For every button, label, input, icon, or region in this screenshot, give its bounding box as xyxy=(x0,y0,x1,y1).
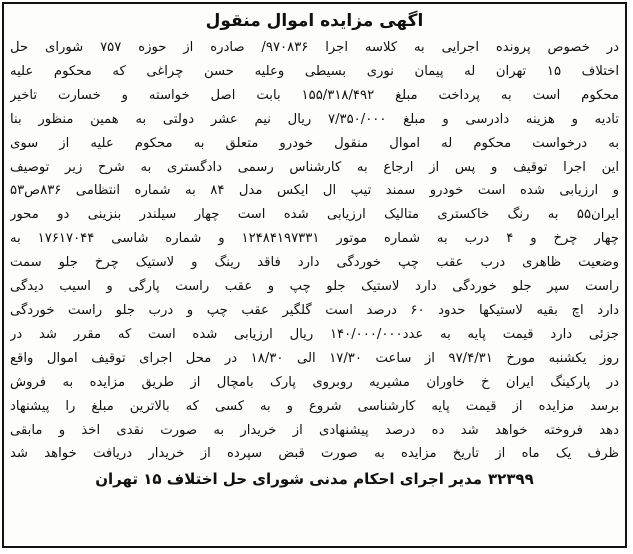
notice-line: دهد فروخته خواهد شد ده درصد پیشنهادی از خریدار به صورت نقدی اخذ و مابقی xyxy=(10,422,619,438)
notice-title: اگهی مزایده اموال منقول xyxy=(205,11,424,31)
notice-line: اختلاف ۱۵ تهران له پیمان نوری بسیطی وعلیه حسن چراغی که محکوم علیه xyxy=(10,63,619,79)
notice-line: در پارکینگ ایران خ خاوران مشیریه روبروی پارک بامچال از طریق مزایده به فروش xyxy=(10,374,619,390)
notice-line: دارد اچ بقیه لاستیکها حدود ۶۰ درصد است گلگیر عقب چپ و درب جلو راست خوردگی xyxy=(10,302,619,318)
notice-line: ایران۵۵ به رنگ خاکستری متالیک ارزیابی شده است چهار سیلندر بنزینی دو محور xyxy=(10,207,619,223)
notice-line: این اجرا توقیف و پس از ارجاع به کارشناس رسمی دادگستری به شرح زیر توصیف xyxy=(10,159,619,175)
notice-line: برسد مزایده از قیمت پایه کارشناسی شروع و به کسی که بالاترین مبلغ را پیشنهاد xyxy=(10,398,619,414)
notice-line: در خصوص پرونده اجرایی به کلاسه اجرا ۹۷۰۸۳۶/ صادره از حوزه ۷۵۷ شورای حل xyxy=(10,40,619,55)
notice-line: وضعیت ظاهری درب عقب چپ خوردگی دارد فاقد رینگ و لاستیک چرخ جلو سمت xyxy=(10,255,619,271)
notice-footer xyxy=(10,467,619,491)
notice-line: روز یکشنبه مورخ ۹۷/۴/۳۱ از ساعت ۱۷/۳۰ الی ۱۸/۳۰ در محل اجرای توقیف اموال واقع xyxy=(10,350,619,366)
notice-number: ۳۲۳۹۹ xyxy=(488,470,534,489)
notice-line: چهار چرخ و ۴ درب به شماره موتور ۱۲۴۸۴۱۹۷۳۳۱ و شماره شاسی ۱۷۶۱۷۰۴۴ به xyxy=(10,231,619,247)
notice-line: راست سپر جلو خوردگی دارد لاستیک جلو چپ و عقب راست پارگی و اسیب دیدگی xyxy=(10,279,619,295)
notice-line: تادیه و هزینه دادرسی و مبلغ ۷/۳۵۰/۰۰۰ ریال نیم عشر دولتی به همین منظور بنا xyxy=(10,111,619,127)
auction-notice xyxy=(2,2,627,548)
issuer-signature: مدیر اجرای احکام مدنی شورای حل اختلاف ۱۵ تهران xyxy=(95,470,483,489)
notice-body xyxy=(10,36,619,466)
notice-line: جزئی دارد قیمت پایه به عدد۱۴۰/۰۰۰/۰۰۰ ریال ارزیابی شده است که مقرر شد در xyxy=(10,326,619,342)
notice-line: محکوم است به پرداخت مبلغ ۱۵۵/۳۱۸/۴۹۲ بابت اصل خواسته و خسارت تاخیر xyxy=(10,87,619,103)
notice-line: به درخواست محکوم له اموال منقول خودرو متعلق به محکوم علیه از سوی xyxy=(10,135,619,151)
notice-line: ظرف یک ماه از تاریخ مزایده به صورت قبض سپرده از خریدار دریافت خواهد شد xyxy=(10,446,619,462)
notice-line: و ارزیابی شده است خودرو سمند تیپ ال ایکس مدل ۸۴ به شماره انتظامی ۸۳۶ص۵۳ xyxy=(10,183,619,199)
